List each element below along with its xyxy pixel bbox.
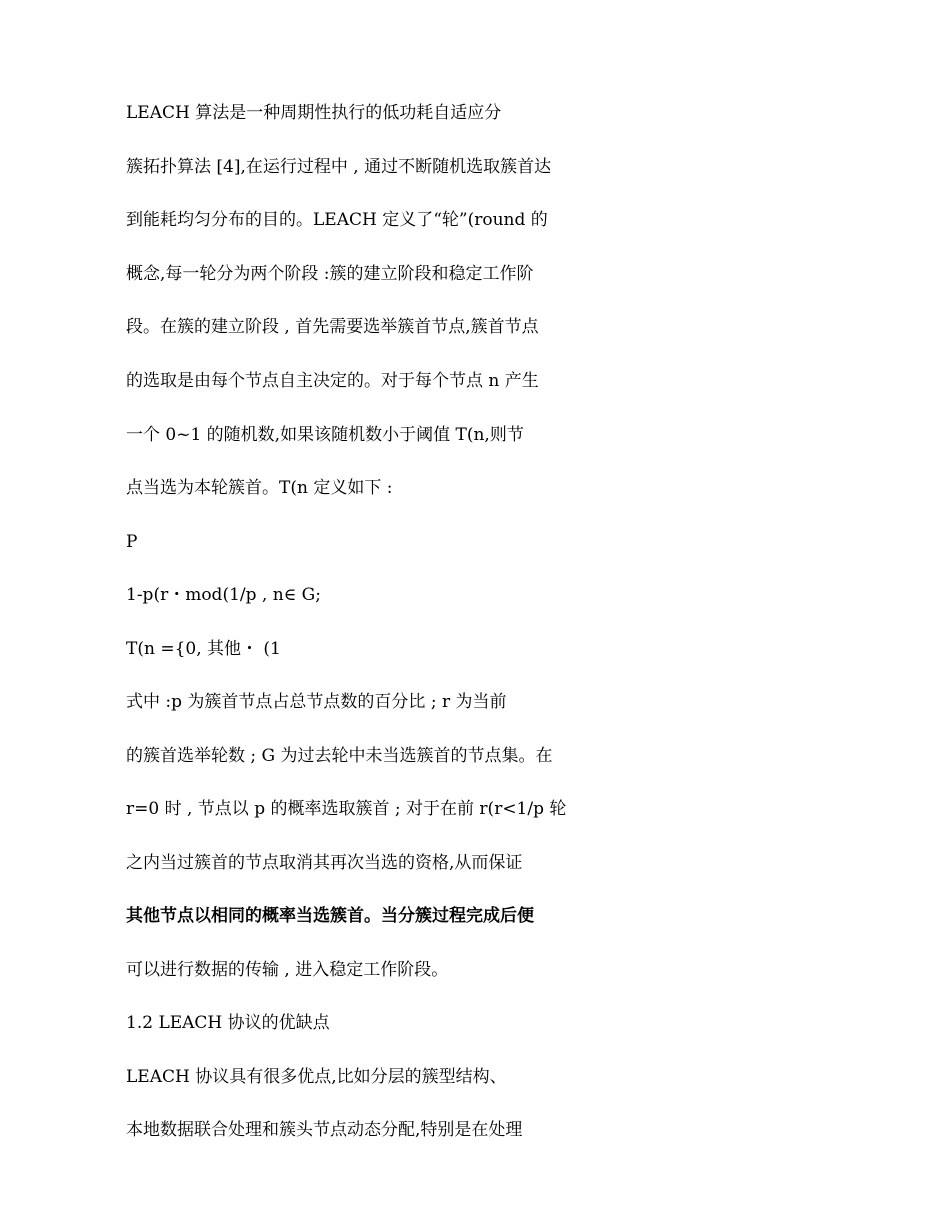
formula-equation: T(n ={0, 其他・ (1 [126, 639, 281, 659]
text-line: 其他节点以相同的概率当选簇首。当分簇过程完成后便 [126, 906, 534, 926]
text-line: 段。在簇的建立阶段 , 首先需要选举簇首节点,簇首节点 [126, 317, 539, 337]
section-heading: 1.2 LEACH 协议的优缺点 [126, 1013, 330, 1033]
text-line: 的选取是由每个节点自主决定的。对于每个节点 n 产生 [126, 371, 539, 391]
text-line: 式中 :p 为簇首节点占总节点数的百分比 ; r 为当前 [126, 692, 507, 712]
text-line: 的簇首选举轮数 ; G 为过去轮中未当选簇首的节点集。在 [126, 746, 553, 766]
text-line: LEACH 协议具有很多优点,比如分层的簇型结构、 [126, 1067, 507, 1087]
text-line: 本地数据联合处理和簇头节点动态分配,特别是在处理 [126, 1120, 523, 1140]
formula-denominator: 1-p(r・mod(1/p , n∈ G; [126, 585, 321, 605]
formula-numerator: P [126, 532, 138, 552]
text-line: LEACH 算法是一种周期性执行的低功耗自适应分 [126, 103, 502, 123]
text-line: 可以进行数据的传输 , 进入稳定工作阶段。 [126, 960, 449, 980]
text-line: r=0 时 , 节点以 p 的概率选取簇首 ; 对于在前 r(r<1/p 轮 [126, 799, 567, 819]
text-line: 点当选为本轮簇首。T(n 定义如下 : [126, 478, 393, 498]
text-line: 之内当过簇首的节点取消其再次当选的资格,从而保证 [126, 853, 523, 873]
text-line: 一个 0~1 的随机数,如果该随机数小于阈值 T(n,则节 [126, 425, 524, 445]
text-line: 簇拓扑算法 [4],在运行过程中 , 通过不断随机选取簇首达 [126, 157, 552, 177]
text-line: 到能耗均匀分布的目的。LEACH 定义了“轮”(round 的 [126, 210, 548, 230]
text-line: 概念,每一轮分为两个阶段 :簇的建立阶段和稳定工作阶 [126, 264, 534, 284]
